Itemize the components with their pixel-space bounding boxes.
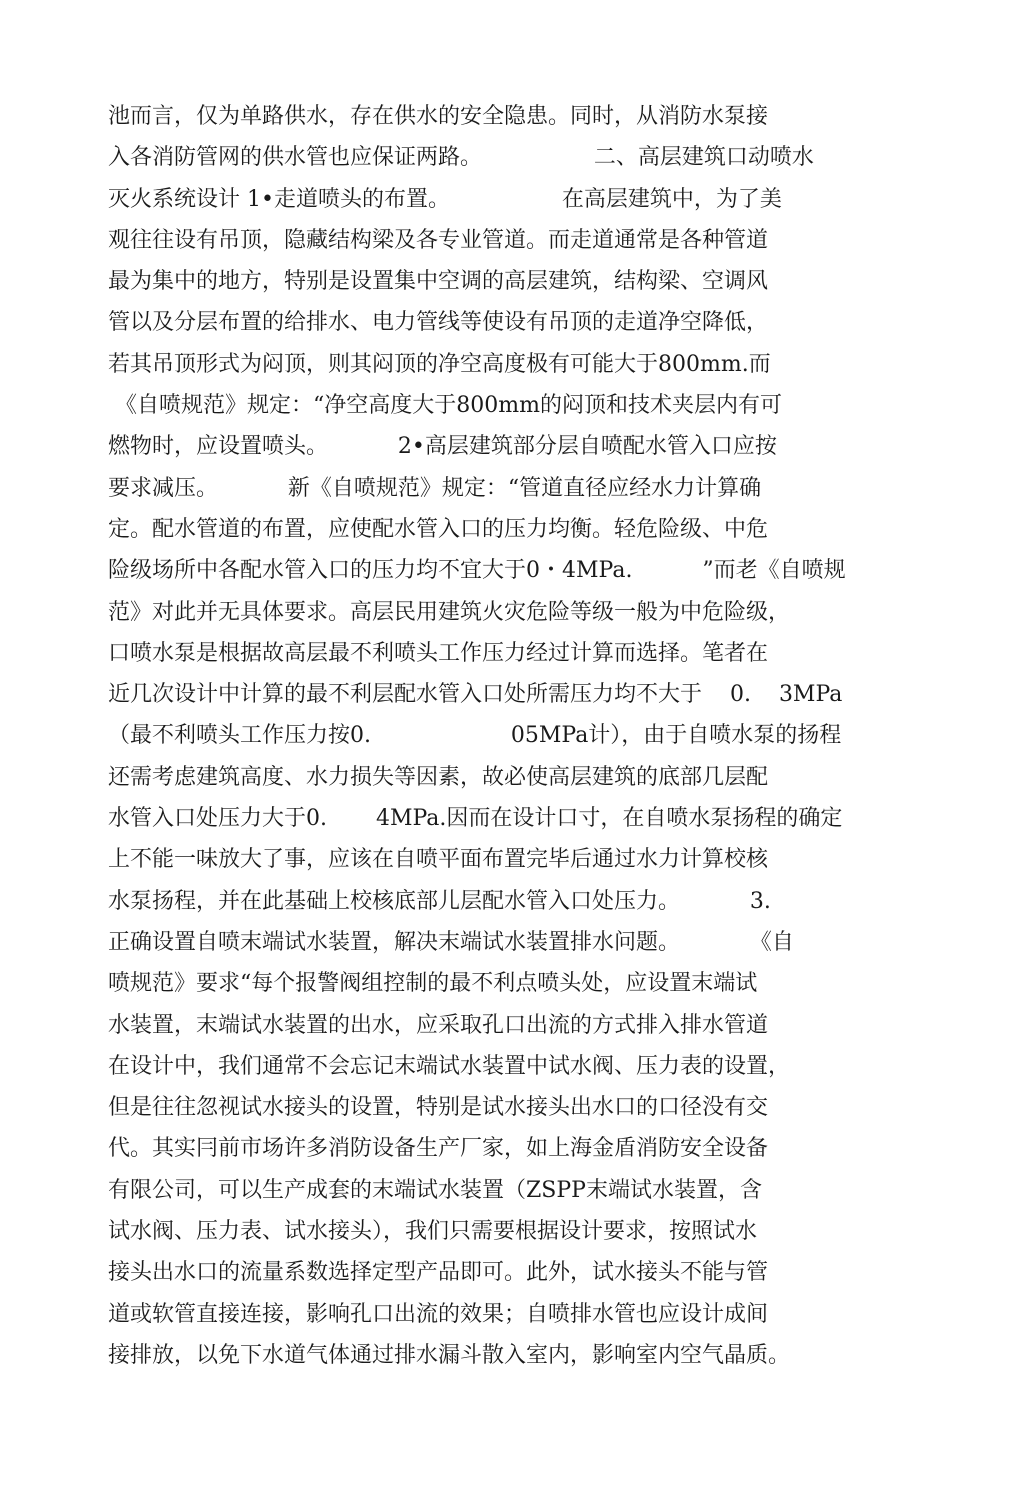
text-line-23: 水装置，末端试水装置的出水，应采取孔口出流的方式排入排水管道: [108, 1012, 769, 1038]
text-line-10: 要求减压。 新《自喷规范》规定：“管道直径应经水力计算确: [108, 475, 762, 501]
text-line-22: 喷规范》要求“每个报警阀组控制的最不利点喷头处，应设置末端试: [108, 971, 758, 997]
text-line-9: 燃物时，应设置喷头。 2•高层建筑部分层自喷配水管入口应按: [108, 434, 777, 460]
text-line-30: 道或软管直接连接，影响孔口出流的效果；自喷排水管也应设计成间: [108, 1301, 769, 1327]
text-line-14: 口喷水泵是根据故高层最不利喷头工作压力经过计算而选择。笔者在: [108, 640, 769, 666]
text-line-19: 上不能一味放大了事，应该在自喷平面布置完毕后通过水力计算校核: [108, 847, 769, 873]
text-line-12: 险级场所中各配水管入口的压力均不宜大于0・4MPa. ”而老《自喷规: [108, 558, 846, 584]
text-line-29: 接头出水口的流量系数选择定型产品即可。此外，试水接头不能与管: [108, 1260, 769, 1286]
text-line-26: 代。其实冃前市场许多消防设备生产厂家，如上海金盾消防安全设备: [108, 1136, 769, 1162]
text-line-7: 若其吊顶形式为闷顶，则其闷顶的净空高度极有可能大于800mm.而: [108, 351, 771, 377]
text-line-6: 管以及分层布置的给排水、电力管线等使设有吊顶的走道净空降低，: [108, 310, 769, 336]
document-text-body: [108, 96, 924, 1376]
text-line-15: 近几次设计中计算的最不利层配水管入口处所需压力均不大于 0. 3MPa: [108, 682, 843, 708]
text-line-13: 范》对此并无具体要求。高层民用建筑火灾危险等级一般为中危险级，: [108, 599, 791, 625]
text-line-20: 水泵扬程，并在此基础上校核底部儿层配水管入口处压力。 3.: [108, 888, 771, 914]
text-line-21: 正确设置自喷末端试水装置，解决末端试水装置排水问题。 《自: [108, 929, 794, 955]
text-line-11: 定。配水管道的布置，应使配水管入口的压力均衡。轻危险级、中危: [108, 516, 769, 542]
text-line-4: 观往往设有吊顶，隐藏结构梁及各专业管道。而走道通常是各种管道: [108, 227, 769, 253]
text-line-17: 还需考虑建筑高度、水力损失等因素，故必使高层建筑的底部几层配: [108, 764, 769, 790]
text-line-18: 水管入口处压力大于0. 4MPa.因而在设计口寸，在自喷水泵扬程的确定: [108, 806, 843, 832]
text-line-1: 池而言，仅为单路供水，存在供水的安全隐患。同时，从消防水泵接: [108, 104, 769, 129]
text-line-28: 试水阀、压力表、试水接头），我们只需要根据设计要求，按照试水: [108, 1219, 758, 1245]
text-line-2: 入各消防管网的供水管也应保证两路。 二、高层建筑口动喷水: [108, 145, 814, 171]
text-line-5: 最为集中的地方，特别是设置集中空调的高层建筑，结构梁、空调风: [108, 269, 769, 295]
text-line-3: 灭火系统设计 1•走道喷头的布置。 在高层建筑中，为了美: [108, 186, 782, 212]
text-line-25: 但是往往忽视试水接头的设置，特别是试水接头出水口的口径没有交: [108, 1095, 769, 1121]
text-line-27: 有限公司，可以生产成套的末端试水装置（ZSPP末端试水装置，含: [108, 1177, 762, 1203]
text-line-16: （最不利喷头工作压力按0. 05MPa计），由于自喷水泵的扬程: [108, 723, 842, 749]
text-line-31: 接排放，以免下水道气体通过排水漏斗散入室内，影响室内空气晶质。: [108, 1342, 791, 1368]
text-line-8: 《自喷规范》规定：“净空高度大于800mm的闷顶和技术夹层内有可: [108, 393, 782, 419]
text-line-24: 在设计中，我们通常不会忘记末端试水装置中试水阀、压力表的设置，: [108, 1053, 791, 1079]
